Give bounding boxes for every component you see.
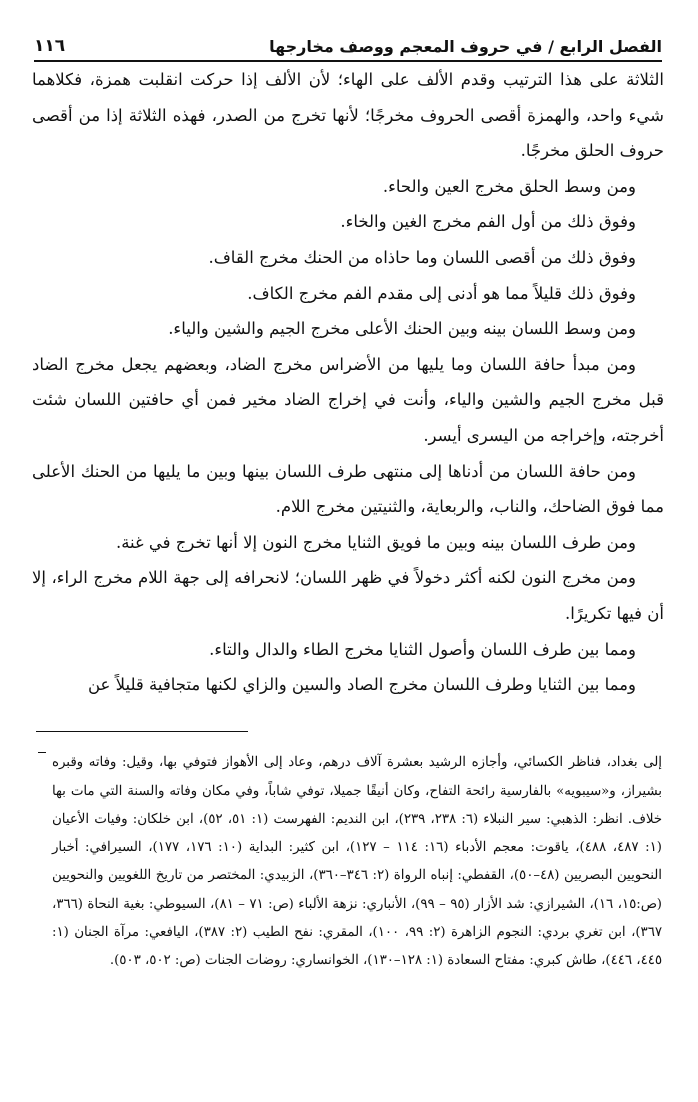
footnote-separator <box>36 731 248 732</box>
paragraph: وفوق ذلك من أقصى اللسان وما حاذاه من الحنك مخرج القاف. <box>208 247 636 267</box>
paragraph: ومن وسط الحلق مخرج العين والحاء. <box>382 176 636 196</box>
main-text <box>32 62 664 703</box>
paragraph: ومن مخرج النون لكنه أكثر دخولاً في ظهر اللسان؛ لانحرافه إلى جهة اللام مخرج الراء، إلا أن فيها تكريرًا. <box>32 568 664 623</box>
paragraph: ومما بين طرف اللسان وأصول الثنايا مخرج الطاء والدال والتاء. <box>209 639 636 659</box>
running-title: الفصل الرابع / في حروف المعجم ووصف مخارجها <box>269 37 662 56</box>
continuation-mark <box>38 752 46 753</box>
footnote: إلى بغداد، فناظر الكسائي، وأجازه الرشيد بعشرة آلاف درهم، وعاد إلى الأهواز فتوفي بها، وقيل: وفاته وقبره بشيراز، و«سيبويه» بالفارسية رائحة التفاح، وكان أنيقًا جميلا، توفي شاباً، وفي مكان وفاته والسنة التي مات بها خلاف. انظر: الذهبي: سير النبلاء (٦: ٢٣٨، ٢٣٩)، ابن النديم: الفهرست (١: ٥١، ٥٢)، ابن خلكان: وفيات الأعيان (١: ٤٨٧، ٤٨٨)، ياقوت: معجم الأدباء (١٦: ١١٤ – ١٢٧)، ابن كثير: البداية (١٠: ١٧٦، ١٧٧)، السيرافي: أخبار النحويين البصريين (٤٨–٥٠)، القفطي: إنباه الرواة (٢: ٣٤٦–٣٦٠)، الزبيدي: المختصر من تاريخ اللغويين والنحويين (ص:١٥، ١٦)، الشيرازي: شد الأزار (٩٥ – ٩٩)، الأنباري: نزهة الألباء (ص: ٧١ – ٨١)، السيوطي: بغية النحاة (٣٦٦، ٣٦٧)، ابن تغري بردي: النجوم الزاهرة (٢: ٩٩، ١٠٠)، المقري: نفح الطيب (٢: ٣٨٧)، اليافعي: مرآة الجنان (١: ٤٤٥، ٤٤٦)، طاش كبري: مفتاح السعادة (١: ١٢٨–١٣٠)، الخوانساري: روضات الجنات (ص: ٥٠٢، ٥٠٣). <box>52 755 662 969</box>
paragraph: ومن حافة اللسان من أدناها إلى منتهى طرف اللسان بينها وبين ما يليها من الحنك الأعلى مما فوق الضاحك، والناب، والربعاية، والثنيتين مخرج اللام. <box>32 461 664 517</box>
page-header <box>34 30 662 62</box>
paragraph: ومما بين الثنايا وطرف اللسان مخرج الصاد والسين والزاي لكنها متجافية قليلاً عن <box>87 675 636 695</box>
paragraph: ومن مبدأ حافة اللسان وما يليها من الأضراس مخرج الضاد، وبعضهم يجعل مخرج الضاد قبل مخرج الجيم والشين والياء، وأنت في إخراج الضاد مخير فمن أي حافتين اللسان شئت أخرجته، وإخراجه من اليسرى أيسر. <box>32 354 664 445</box>
paragraph: ومن وسط اللسان بينه وبين الحنك الأعلى مخرج الجيم والشين والياء. <box>168 319 636 339</box>
paragraph: وفوق ذلك من أول الفم مخرج الغين والخاء. <box>340 212 636 232</box>
page-number: ١١٦ <box>34 36 66 56</box>
paragraph: ومن طرف اللسان بينه وبين ما فويق الثنايا مخرج النون إلا أنها تخرج في غنة. <box>115 532 636 552</box>
paragraph: وفوق ذلك قليلاً مما هو أدنى إلى مقدم الفم مخرج الكاف. <box>247 283 636 303</box>
paragraph: الثلاثة على هذا الترتيب وقدم الألف على الهاء؛ لأن الألف إذا حركت انقلبت همزة، فكلاهما شيء واحد، والهمزة أقصى الحروف مخرجًا؛ لأنها تخرج من الصدر، فهذه الثلاثة إذا من أقصى حروف الحلق مخرجًا. <box>32 70 664 161</box>
